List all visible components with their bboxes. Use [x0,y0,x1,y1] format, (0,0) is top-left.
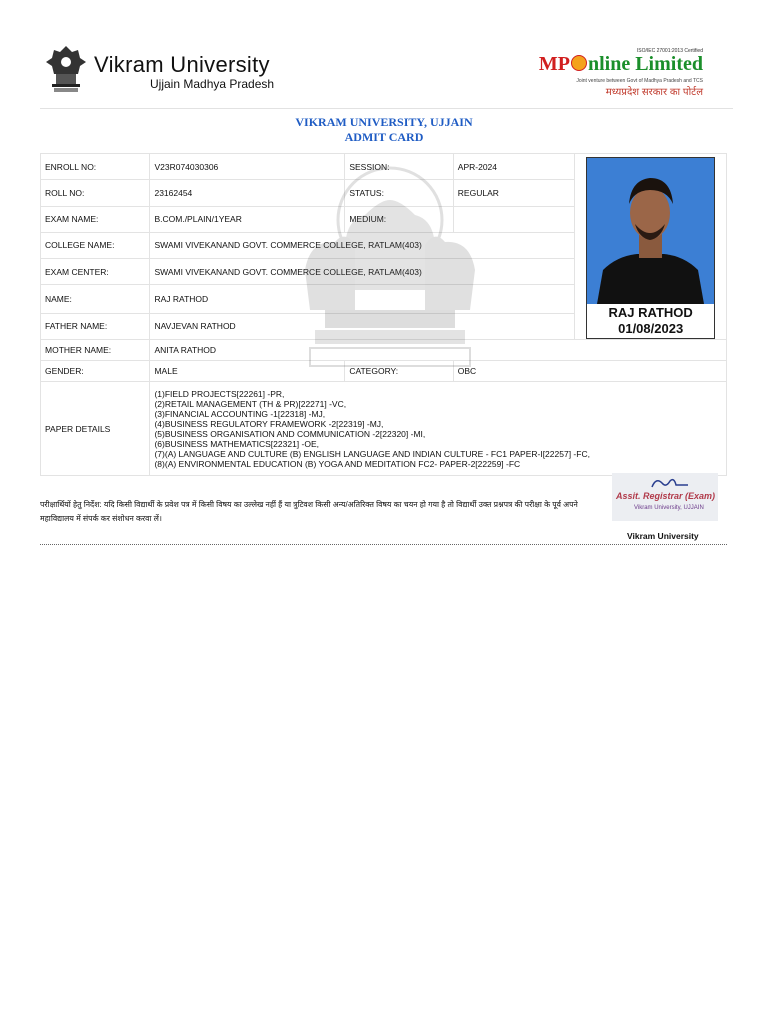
photo-cell [575,154,727,340]
photo-student-name: RAJ RATHOD [608,305,693,320]
list-item: (4)BUSINESS REGULATORY FRAMEWORK -2[22319] -MJ, [154,418,384,429]
list-item: (3)FINANCIAL ACCOUNTING -1[22318] -MJ, [154,408,326,419]
medium-label: MEDIUM: [345,206,453,232]
college-label: COLLEGE NAME: [41,232,150,258]
mp-hindi-tagline: मध्यप्रदेश सरकार का पोर्टल [605,87,703,98]
table-row [41,382,727,476]
table-row [41,154,727,180]
page-title: VIKRAM UNIVERSITY, UJJAIN [295,115,473,129]
mponline-logo [539,53,703,76]
session-label: SESSION: [345,154,453,180]
paper-details-list [150,382,727,476]
college-value: SWAMI VIVEKANAND GOVT. COMMERCE COLLEGE, RATLAM(403) [150,232,575,258]
table-row [41,340,727,361]
name-label: NAME: [41,285,150,313]
photo-date: 01/08/2023 [618,321,684,336]
university-name: Vikram University [94,52,270,77]
mp-certification: ISO/IEC 27001:2013 Certified [636,48,703,54]
exam-name-label: EXAM NAME: [41,206,150,232]
page-subtitle: ADMIT CARD [344,130,424,144]
student-photo-frame [586,157,715,339]
list-item: (1)FIELD PROJECTS[22261] -PR, [154,388,285,399]
mp-logo-prefix: MP [538,53,570,75]
student-photo [587,158,714,304]
registrar-signature-stamp [612,473,718,521]
gender-value: MALE [150,361,345,382]
table-row [41,361,727,382]
footer-university: Vikram University [627,531,699,541]
signature-icon [612,473,718,493]
mother-label: MOTHER NAME: [41,340,150,361]
university-emblem-icon [44,44,88,94]
list-item: (2)RETAIL MANAGEMENT (TH & PR)[22271] -VC, [154,398,347,409]
list-item: (6)BUSINESS MATHEMATICS[22321] -OE, [154,438,319,449]
father-label: FATHER NAME: [41,313,150,339]
page-header [40,44,733,109]
university-location: Ujjain Madhya Pradesh [150,77,275,91]
mp-logo-circle-icon [571,55,587,71]
enroll-value: V23R074030306 [150,154,345,180]
mp-tagline: Joint venture between Govt of Madhya Pradesh and TCS [576,78,703,84]
list-item: (5)BUSINESS ORGANISATION AND COMMUNICATION -2[22320] -MI, [154,428,426,439]
status-label: STATUS: [345,180,453,206]
category-label: CATEGORY: [345,361,453,382]
list-item: (8)(A) ENVIRONMENTAL EDUCATION (B) YOGA AND MEDITATION FC2- PAPER-2[22259] -FC [154,458,521,469]
mother-value: ANITA RATHOD [150,340,727,361]
center-value: SWAMI VIVEKANAND GOVT. COMMERCE COLLEGE, RATLAM(403) [150,259,575,285]
paper-details-label: PAPER DETAILS [41,382,150,476]
mp-logo-suffix: nline Limited [587,53,703,75]
stamp-subtitle: Vikram University, UJJAIN [634,505,704,511]
roll-value: 23162454 [150,180,345,206]
category-value: OBC [453,361,726,382]
gender-label: GENDER: [41,361,150,382]
medium-value [453,206,575,232]
enroll-label: ENROLL NO: [41,154,150,180]
roll-label: ROLL NO: [41,180,150,206]
stamp-title: Assit. Registrar (Exam) [616,491,716,501]
admit-card-table [40,153,727,476]
exam-name-value: B.COM./PLAIN/1YEAR [150,206,345,232]
father-value: NAVJEVAN RATHOD [150,313,575,339]
session-value: APR-2024 [453,154,575,180]
instruction-note: परीक्षार्थियों हेतु निर्देश: यदि किसी विद्यार्थी के प्रवेश पत्र में किसी विषय का उल्लेख नहीं हैं या त्रुटिवश किसी अन्य/अतिरिक्त विषय का चयन हो गया है तो विद्यार्थी उक्त प्रश्नपत्र की परीक्षा के पूर्व अपने महाविद्यालय में संपर्क कर संशोधन करवा लें। [40,500,578,523]
name-value: RAJ RATHOD [150,285,575,313]
list-item: (7)(A) LANGUAGE AND CULTURE (B) ENGLISH LANGUAGE AND INDIAN CULTURE - FC1 PAPER-I[22257] -FC, [154,448,590,459]
center-label: EXAM CENTER: [41,259,150,285]
dotted-divider [40,544,727,545]
status-value: REGULAR [453,180,575,206]
